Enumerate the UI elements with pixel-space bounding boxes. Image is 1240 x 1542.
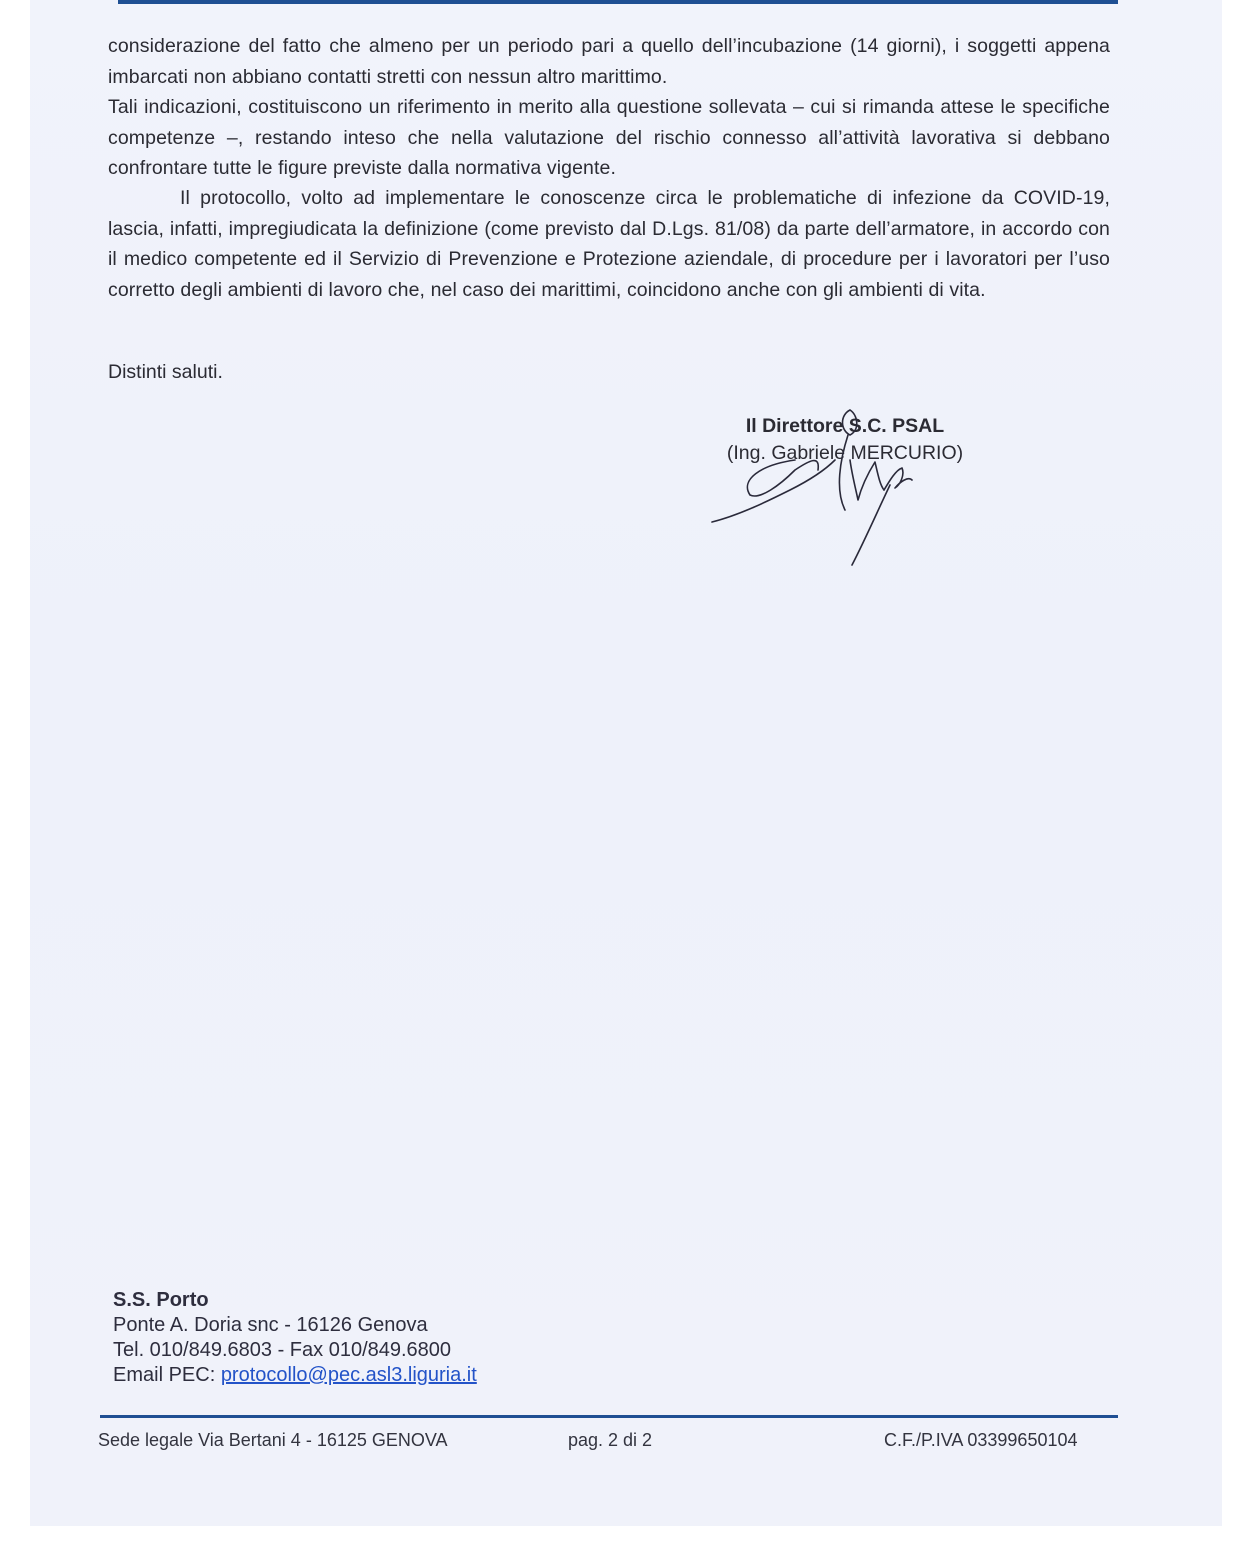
pec-label: Email PEC: — [113, 1364, 221, 1386]
footer-page-number: pag. 2 di 2 — [568, 1430, 653, 1450]
office-name: S.S. Porto — [113, 1289, 209, 1311]
footer-rule — [100, 1415, 1118, 1418]
closing-salutation: Distinti saluti. — [108, 361, 223, 383]
footer-legal-seat: Sede legale Via Bertani 4 - 16125 GENOVA — [98, 1430, 448, 1450]
office-address: Ponte A. Doria snc - 16126 Genova — [113, 1314, 428, 1336]
body-paragraph: considerazione del fatto che almeno per un periodo pari a quello dell’incubazione (14 giorni), i soggetti appena imbarcati non abbiano contatti stretti con nessun altro marittimo. — [108, 35, 1110, 88]
office-phone-fax: Tel. 010/849.6803 - Fax 010/849.6800 — [113, 1339, 452, 1361]
office-contact — [113, 1288, 477, 1388]
footer-tax-id: C.F./P.IVA 03399650104 — [884, 1430, 1078, 1450]
signatory-title: Il Direttore S.C. PSAL — [745, 415, 945, 437]
office-pec — [113, 1363, 477, 1388]
body-paragraph: Il protocollo, volto ad implementare le conoscenze circa le problematiche di infezione da COVID-19, lascia, infatti, impregiudicata la definizione (come previsto dal D.Lgs. 81/08) da parte dell’armatore, in accordo con il medico competente ed il Servizio di Prevenzione e Protezione aziendale, di procedure per i lavoratori per l’uso corretto degli ambienti di lavoro che, nel caso dei marittimi, coincidono anche con gli ambienti di vita. — [108, 187, 1110, 301]
pec-email-link[interactable]: protocollo@pec.asl3.liguria.it — [220, 1364, 477, 1386]
signatory-name: (Ing. Gabriele MERCURIO) — [726, 442, 964, 464]
handwritten-signature — [700, 400, 940, 575]
body-paragraph: Tali indicazioni, costituiscono un riferimento in merito alla questione sollevata – cui si rimanda attese le specifiche competenze –, restando inteso che nella valutazione del rischio connesso all’attività lavorativa si debbano confrontare tutte le figure previste dalla normativa vigente. — [108, 96, 1110, 179]
header-rule — [118, 0, 1118, 4]
